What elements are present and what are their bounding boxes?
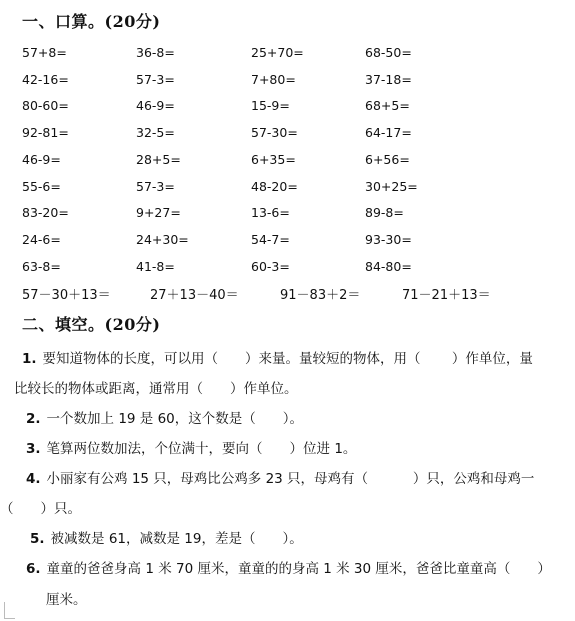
calc-problem: 89-8= xyxy=(365,205,404,221)
chain-problem: 91－83＋2＝ xyxy=(280,288,361,303)
question-text: 一个数加上 19 是 60，这个数是（ ）。 xyxy=(46,411,304,427)
calc-problem: 57-3= xyxy=(136,178,175,194)
calc-problem: 9+27= xyxy=(136,205,181,221)
calc-problem: 83-20= xyxy=(22,205,69,221)
chain-problem: 27＋13－40＝ xyxy=(150,288,239,303)
question-4-cont: （ ）只。 xyxy=(0,501,81,517)
calc-problem: 42-16= xyxy=(22,71,69,87)
calc-problem: 13-6= xyxy=(251,205,290,221)
question-text: 要知道物体的长度，可以用（ ）来量。量较短的物体，用（ ）作单位，量 xyxy=(42,351,533,367)
calc-problem: 60-3= xyxy=(251,258,290,274)
calc-problem: 80-60= xyxy=(22,98,69,114)
question-2 xyxy=(26,407,303,431)
calc-problem: 28+5= xyxy=(136,151,181,167)
calc-problem: 63-8= xyxy=(22,258,61,274)
question-number: 1. xyxy=(22,351,37,367)
calc-problem: 57-30= xyxy=(251,125,298,141)
calc-problem: 54-7= xyxy=(251,231,290,247)
calc-problem: 57+8= xyxy=(22,45,67,60)
calc-problem: 93-30= xyxy=(365,231,412,247)
calc-problem: 25+70= xyxy=(251,45,304,60)
section1-title: 一、口算。(20分) xyxy=(22,12,161,31)
calc-problem: 24-6= xyxy=(22,231,61,247)
calc-problem: 41-8= xyxy=(136,258,175,274)
calc-problem: 36-8= xyxy=(136,45,175,60)
question-4 xyxy=(26,467,534,491)
question-text: 小丽家有公鸡 15 只，母鸡比公鸡多 23 只，母鸡有（ ）只，公鸡和母鸡一 xyxy=(46,471,535,487)
calc-problem: 24+30= xyxy=(136,231,189,247)
question-text: 笔算两位数加法，个位满十，要向（ ）位进 1。 xyxy=(46,441,357,457)
question-number: 5. xyxy=(30,531,45,547)
calc-problem: 46-9= xyxy=(136,98,175,114)
question-text: 被减数是 61，减数是 19，差是（ ）。 xyxy=(50,531,303,547)
calc-problem: 15-9= xyxy=(251,98,290,114)
calc-problem: 30+25= xyxy=(365,178,418,194)
calc-problem: 68+5= xyxy=(365,98,410,114)
question-5 xyxy=(30,527,303,551)
question-1 xyxy=(22,347,533,371)
calc-problem: 37-18= xyxy=(365,71,412,87)
question-3 xyxy=(26,437,356,461)
question-text: 童童的爸爸身高 1 米 70 厘米，童童的的身高 1 米 30 厘米，爸爸比童童高（ ） xyxy=(46,561,551,577)
calc-problem: 68-50= xyxy=(365,45,412,60)
chain-problem: 57－30＋13＝ xyxy=(22,288,111,303)
question-number: 4. xyxy=(26,471,41,487)
question-number: 2. xyxy=(26,411,41,427)
calc-problem: 7+80= xyxy=(251,71,296,87)
question-6-cont: 厘米。 xyxy=(46,592,87,608)
calc-problem: 32-5= xyxy=(136,125,175,141)
calc-problem: 55-6= xyxy=(22,178,61,194)
calc-problem: 48-20= xyxy=(251,178,298,194)
calc-problem: 57-3= xyxy=(136,71,175,87)
text-cursor-mark xyxy=(4,602,15,619)
question-6 xyxy=(26,557,551,581)
question-number: 3. xyxy=(26,441,41,457)
section2-title: 二、填空。(20分) xyxy=(22,315,161,334)
calc-problem: 46-9= xyxy=(22,151,61,167)
chain-problem: 71－21＋13＝ xyxy=(402,288,491,303)
calc-problem: 92-81= xyxy=(22,125,69,141)
calc-problem: 64-17= xyxy=(365,125,412,141)
calc-problem: 6+56= xyxy=(365,151,410,167)
calc-problem: 6+35= xyxy=(251,151,296,167)
question-number: 6. xyxy=(26,561,41,577)
calc-problem: 84-80= xyxy=(365,258,412,274)
question-1-cont: 比较长的物体或距离，通常用（ ）作单位。 xyxy=(14,381,298,397)
